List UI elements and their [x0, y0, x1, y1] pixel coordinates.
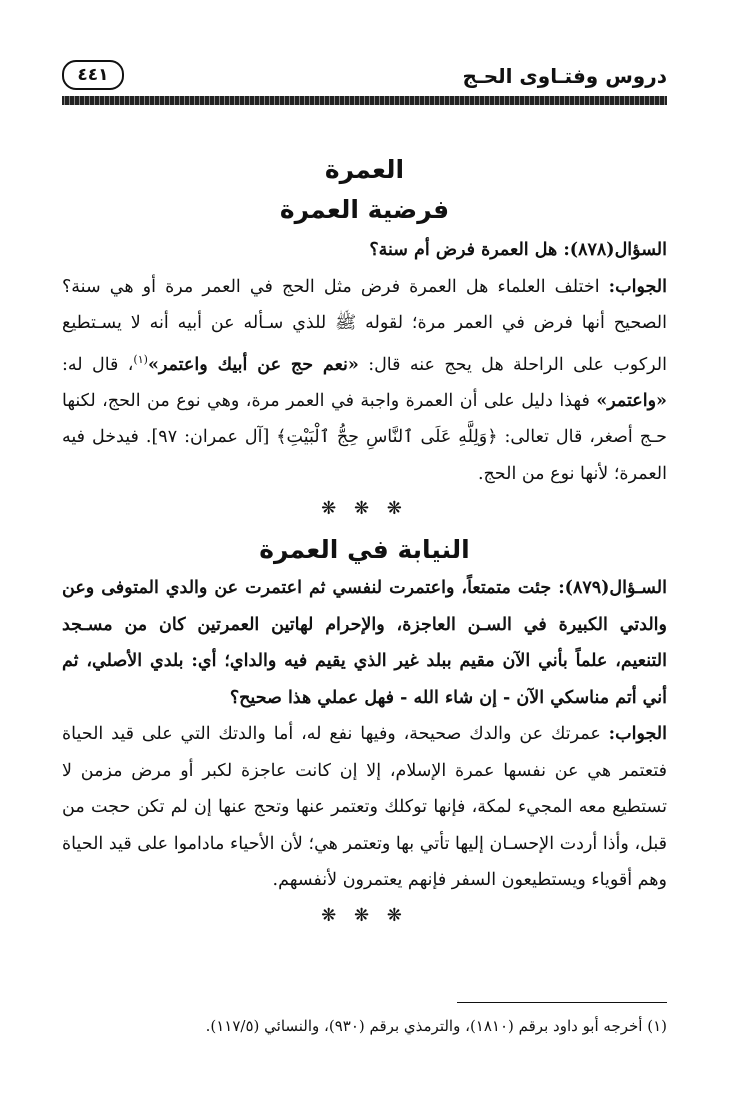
hadith-quote: «نعم حج عن أبيك واعتمر» [147, 354, 359, 375]
answer-text-part1: اختلف العلماء هل العمرة فرض مثل الحج في العمر مرة أو هي سنة؟ الصحيح أنها فرض في العمر مرة؛ لقوله ﷺ للذي سـأله عن أبيه أنه لا يسـتطيع الركوب على الراحلة هل يحج عنه قال: [62, 276, 668, 375]
answer-label: الجواب: [608, 724, 667, 745]
answer-878 [62, 269, 667, 493]
question-text: هل العمرة فرض أم سنة؟ [369, 240, 564, 260]
answer-text-part2: ، قال له: [62, 354, 134, 375]
section-separator: ❋ ❋ ❋ [321, 904, 408, 926]
page-number: ٤٤١ [62, 60, 124, 90]
hadith-quote-2: «واعتمر» [596, 390, 667, 411]
book-title: دروس وفتـاوى الحـج [462, 64, 667, 88]
footnote-marker: (١) [133, 352, 148, 366]
header-rule [62, 96, 667, 105]
section-subtitle: فرضية العمرة [279, 195, 450, 224]
page-header [62, 58, 667, 98]
footnote-rule [457, 1002, 667, 1003]
footnote: (١) أخرجه أبو داود برقم (١٨١٠)، والترمذي برقم (٩٣٠)، والنسائي (١١٧/٥). [205, 1017, 667, 1035]
question-879 [62, 570, 667, 716]
question-label: السؤال(٨٧٨): [563, 240, 667, 260]
question-text: جئت متمتعاً، واعتمرت لنفسي ثم اعتمرت عن والدي المتوفى وعن والدتي الكبيرة في السـن العاجزة، والإحرام لهاتين العمرتين كان من مسـجد التنعيم، علماً بأني الآن مقيم ببلد غير الذي يقيم فيه والداي؛ أي: بلدي الأصلي، ثم أني أتم مناسكي الآن - إن شاء الله - فهل عملي هذا صحيح؟ [62, 578, 667, 708]
page-body [62, 150, 667, 933]
question-878 [62, 232, 667, 269]
answer-label: الجواب: [608, 276, 667, 297]
answer-text-part3: فهذا دليل على أن العمرة واجبة في العمر مرة، وهي نوع من الحج، لكنها حـج أصغر، قال تعالى: ﴿وَلِلَّهِ عَلَى ٱلنَّاسِ حِجُّ ٱلْبَيْتِ﴾ [آل عمران: ٩٧]. فيدخل فيه العمرة؛ لأنها نوع من الحج. [62, 390, 668, 484]
section-title: العمرة [324, 155, 405, 184]
answer-text: عمرتك عن والدك صحيحة، وفيها نفع له، أما والدتك التي على قيد الحياة فتعتمر هي عن نفسها عمرة الإسلام، إلا إن كانت عاجزة لكبر أو مرض مزمن لا تستطيع معه المجيء لمكة، فإنها توكلك وتعتمر عنها وتحج عنها إن لم تكن حجت من قبل، وأذا أردت الإحسـان إليها تأتي بها وتعتمر هي؛ لأن الأحياء ماداموا على قيد الحياة وهم أقوياء ويستطيعون السفر فإنهم يعتمرون لأنفسهم. [62, 724, 667, 891]
section-title: النيابة في العمرة [259, 535, 470, 565]
section-separator: ❋ ❋ ❋ [321, 498, 408, 520]
answer-879 [62, 716, 667, 899]
question-label: السـؤال(٨٧٩): [558, 578, 667, 599]
